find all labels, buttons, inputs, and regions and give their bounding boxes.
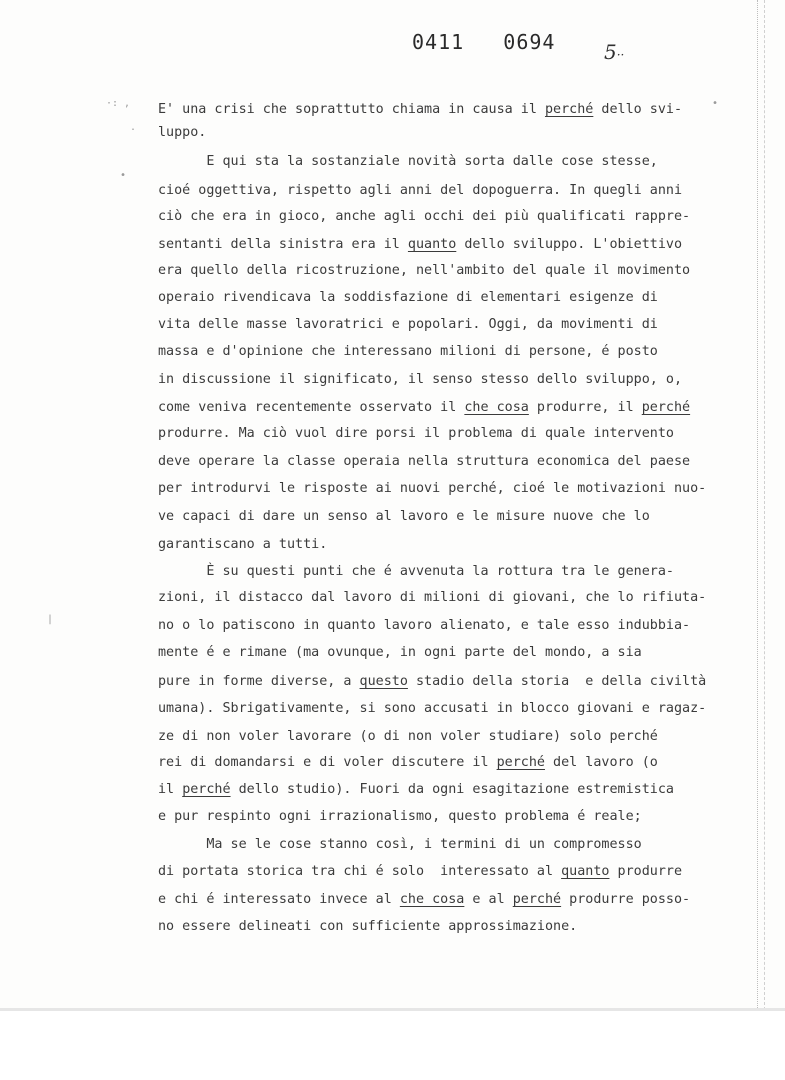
underlined-word: perché [641,400,691,415]
text-run: È su questi punti che é avvenuta la rottura tra le genera- [158,564,674,579]
text-line [158,208,690,226]
text-run: era quello della ricostruzione, nell'ambito del quale il movimento [158,263,691,278]
scan-mark: • [712,98,719,109]
scan-mark: ·: , [106,98,131,109]
document-number: 0411 0694 [412,30,556,54]
underlined-word: che cosa [399,892,465,907]
text-run: Ma se le cose stanno così, i termini di un compromesso [158,837,642,852]
text-line [158,236,682,254]
text-run: e al [464,892,513,907]
text-run: e chi é interessato invece al [158,892,400,907]
page-edge-right-secondary [764,0,766,1010]
text-line [158,371,682,389]
text-line [158,863,682,881]
text-line [158,781,674,799]
text-run: del lavoro (o [544,755,658,770]
text-run: deve operare la classe operaia nella struttura economica del paese [158,454,691,469]
text-line [158,399,690,417]
text-run: ze di non voler lavorare (o di non voler studiare) solo perché [158,729,658,744]
text-line [158,589,706,607]
text-line [158,316,658,334]
text-line [158,508,650,526]
text-run: vita delle masse lavoratrici e popolari. Oggi, da movimenti di [158,317,658,332]
text-run: dello sviluppo. L'obiettivo [456,237,683,252]
text-run: rei di domandarsi e di voler discutere il [158,755,497,770]
text-run: ve capaci di dare un senso al lavoro e le misure nuove che lo [158,509,650,524]
text-run: il [158,782,183,797]
page-edge-right [757,0,759,1010]
underlined-word: quanto [561,864,610,879]
text-run: e pur respinto ogni irrazionalismo, questo problema é reale; [158,809,642,824]
text-line [158,536,327,554]
underlined-word: perché [512,892,562,907]
underlined-word: perché [182,782,231,797]
underlined-word: perché [496,755,545,770]
text-run: dello svi- [593,102,683,117]
text-line [158,182,682,200]
text-run: pure in forme diverse, a [158,674,360,689]
text-run: E qui sta la sostanziale novità sorta dalle cose stesse, [158,154,658,169]
text-line [158,563,674,581]
text-line [158,262,690,280]
text-line [158,289,658,307]
text-line [158,754,658,772]
text-line [158,891,690,909]
text-run: in discussione il significato, il senso stesso dello sviluppo, o, [158,372,683,387]
text-run: mente é e rimane (ma ovunque, in ogni parte del mondo, a sia [158,645,642,660]
text-run: dello studio). Fuori da ogni esagitazione estremistica [230,782,674,797]
background-below-page [0,1011,785,1080]
page-number: 5·· [604,40,625,64]
text-run: no o lo patiscono in quanto lavoro alienato, e tale esso indubbia- [158,618,691,633]
text-run: produrre. Ma ciò vuol dire porsi il problema di quale intervento [158,426,674,441]
text-run: zioni, il distacco dal lavoro di milioni di giovani, che lo rifiuta- [158,590,707,605]
text-line [158,808,642,826]
underlined-word: questo [359,674,408,689]
text-run: produrre posso- [561,892,691,907]
text-line [158,700,706,718]
text-line [158,153,658,171]
text-run: no essere delineati con sufficiente approssimazione. [158,919,578,934]
text-run: per introdurvi le risposte ai nuovi perché, cioé le motivazioni nuo- [158,481,707,496]
underlined-word: quanto [407,237,457,252]
text-run: umana). Sbrigativamente, si sono accusati in blocco giovani e ragaz- [158,701,707,716]
underlined-word: perché [544,102,594,117]
text-run: massa e d'opinione che interessano milioni di persone, é posto [158,344,658,359]
text-line [158,453,690,471]
scan-mark: . [130,122,137,133]
text-run: garantiscano a tutti. [158,537,328,552]
text-run: produrre [609,864,683,879]
text-run: ciò che era in gioco, anche agli occhi dei più qualificati rappre- [158,209,691,224]
text-run: produrre, il [528,400,642,415]
underlined-word: che cosa [464,400,529,415]
scan-mark: | [47,614,54,625]
text-run: sentanti della sinistra era il [158,237,408,252]
text-run: cioé oggettiva, rispetto agli anni del dopoguerra. In quegli anni [158,183,683,198]
text-run: di portata storica tra chi é solo interessato al [158,864,562,879]
scan-mark: • [120,170,127,181]
text-run: operaio rivendicava la soddisfazione di elementari esigenze di [158,290,658,305]
text-line [158,343,658,361]
text-line [158,918,577,936]
text-run: E' una crisi che soprattutto chiama in causa il [158,102,545,117]
text-run: stadio della storia e della civiltà [407,674,707,689]
text-run: luppo. [158,125,207,140]
text-line [158,480,706,498]
text-line [158,617,690,635]
text-line [158,644,642,662]
text-line [158,101,682,119]
text-line [158,124,206,142]
text-run: come veniva recentemente osservato il [158,400,465,415]
text-line [158,673,706,691]
text-line [158,836,642,854]
text-line [158,425,674,443]
text-line [158,728,658,746]
